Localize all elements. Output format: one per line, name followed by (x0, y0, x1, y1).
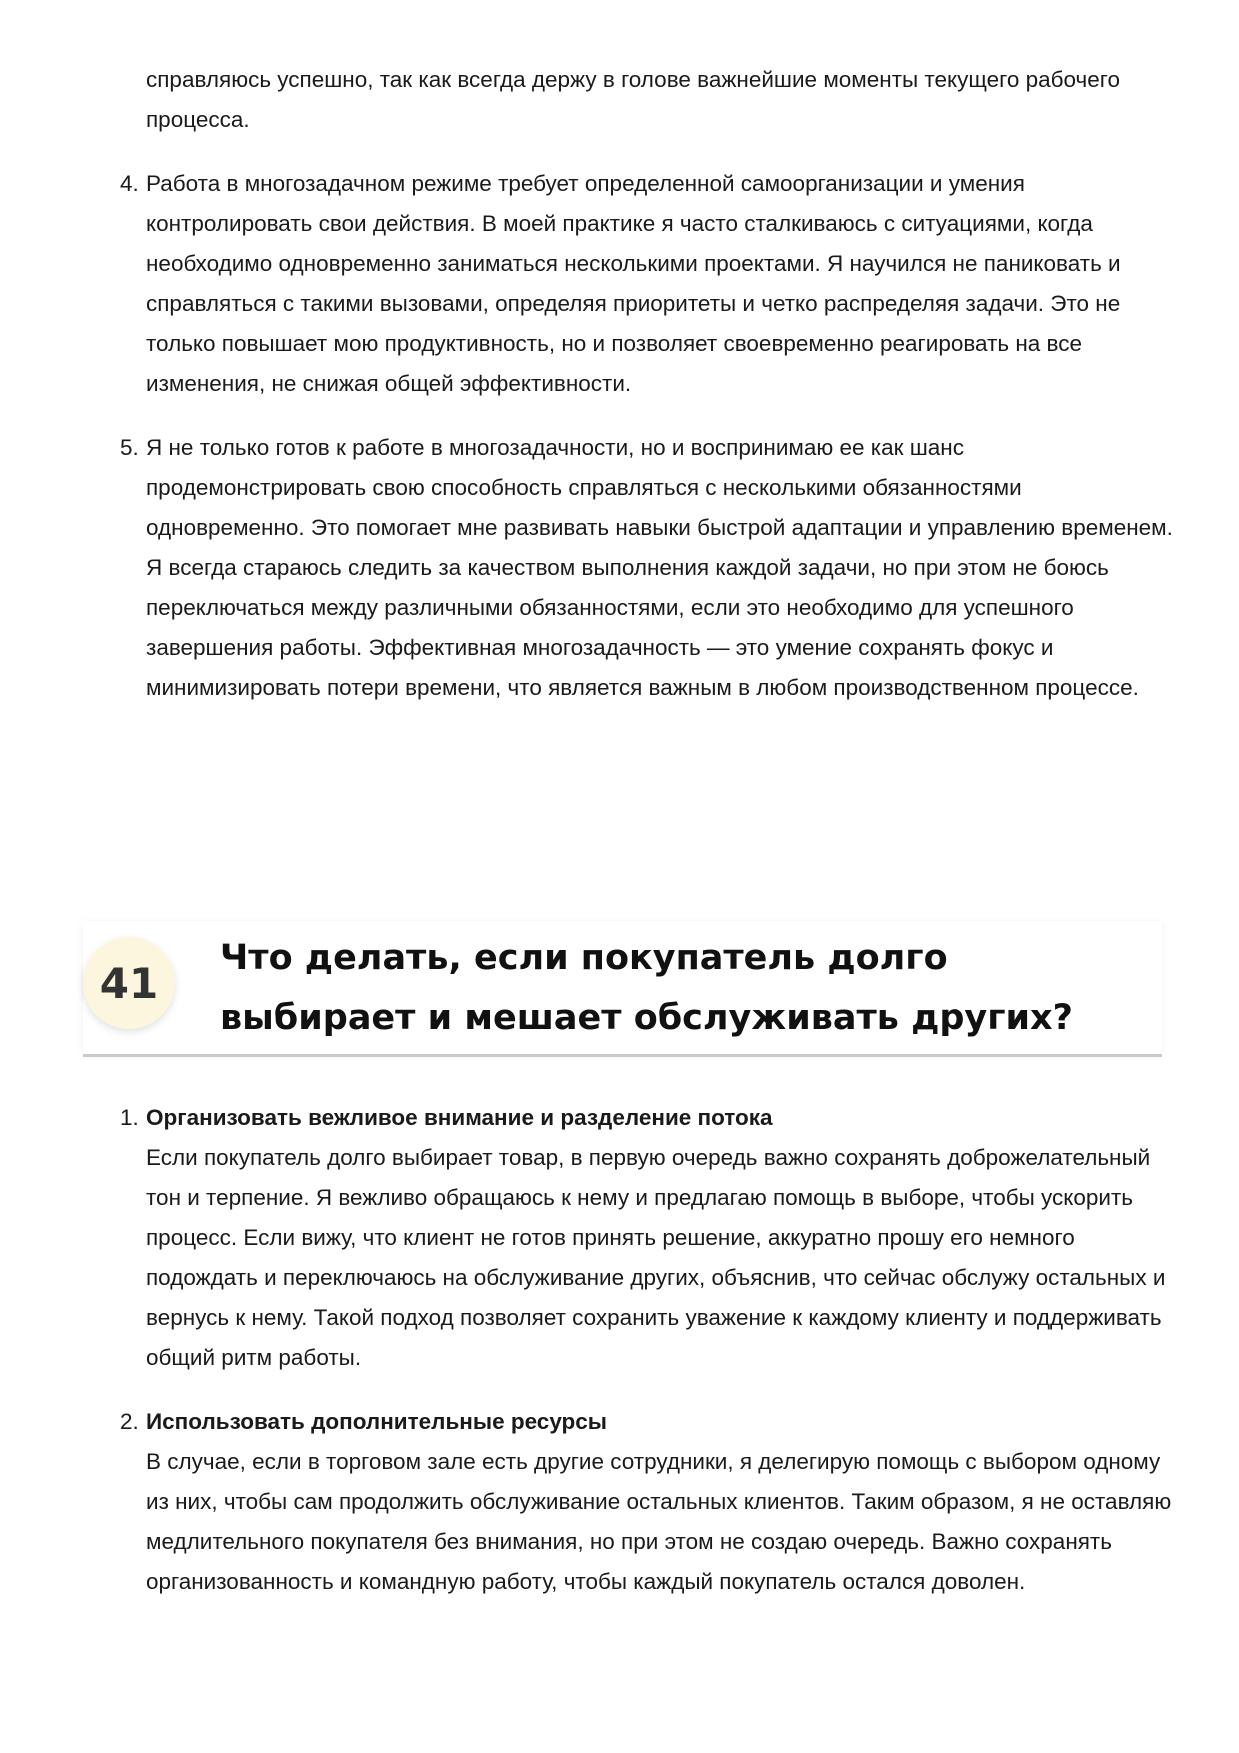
list-number: 2. (120, 1409, 139, 1434)
question-title: Что делать, если покупатель долго выбирает и мешает обслуживать других? (220, 938, 1073, 1038)
answer-text: В случае, если в торговом зале есть другие сотрудники, я делегирую помощь с выбором одному из них, чтобы сам продолжить обслуживание остальных клиентов. Таким образом, я не оставляю медлительного покупателя без внимания, но при этом не создаю очередь. Важно сохранять организованность и командную работу, чтобы каждый покупатель остался доволен. (146, 1449, 1172, 1594)
list-number: 4. (120, 171, 139, 196)
previous-answer-list (120, 60, 1186, 732)
question-divider (83, 1054, 1162, 1057)
list-item (120, 1098, 1186, 1378)
answer-heading: Организовать вежливое внимание и разделение потока (146, 1105, 773, 1130)
continuation-text: справляюсь успешно, так как всегда держу в голове важнейшие моменты текущего рабочего процесса. (146, 67, 1120, 132)
list-item (120, 428, 1186, 708)
list-number: 5. (120, 435, 139, 460)
answer-text: Если покупатель долго выбирает товар, в первую очередь важно сохранять доброжелательный тон и терпение. Я вежливо обращаюсь к нему и предлагаю помощь в выборе, чтобы ускорить процесс. Если вижу, что клиент не готов принять решение, аккуратно прошу его немного подождать и переключаюсь на обслуживание других, объяснив, что сейчас обслужу остальных и вернусь к нему. Такой подход позволяет сохранить уважение к каждому клиенту и поддерживать общий ритм работы. (146, 1145, 1166, 1370)
answer-heading: Использовать дополнительные ресурсы (146, 1409, 608, 1434)
question-number-badge: 41 (83, 937, 175, 1029)
list-item (120, 1402, 1186, 1602)
list-number: 1. (120, 1105, 139, 1130)
list-item-text: Я не только готов к работе в многозадачности, но и воспринимаю ее как шанс продемонстрировать свою способность справляться с несколькими обязанностями одновременно. Это помогает мне развивать навыки быстрой адаптации и управлению временем. Я всегда стараюсь следить за качеством выполнения каждой задачи, но при этом не боюсь переключаться между различными обязанностями, если это необходимо для успешного завершения работы. Эффективная многозадачность — это умение сохранять фокус и минимизировать потери времени, что является важным в любом производственном процессе. (146, 435, 1173, 700)
list-item-text: Работа в многозадачном режиме требует определенной самоорганизации и умения контролировать свои действия. В моей практике я часто сталкиваюсь с ситуациями, когда необходимо одновременно заниматься несколькими проектами. Я научился не паниковать и справляться с такими вызовами, определяя приоритеты и четко распределяя задачи. Это не только повышает мою продуктивность, но и позволяет своевременно реагировать на все изменения, не снижая общей эффективности. (146, 171, 1121, 396)
list-item-continuation (146, 60, 1186, 140)
answer-list (120, 1098, 1186, 1626)
list-item (120, 164, 1186, 404)
